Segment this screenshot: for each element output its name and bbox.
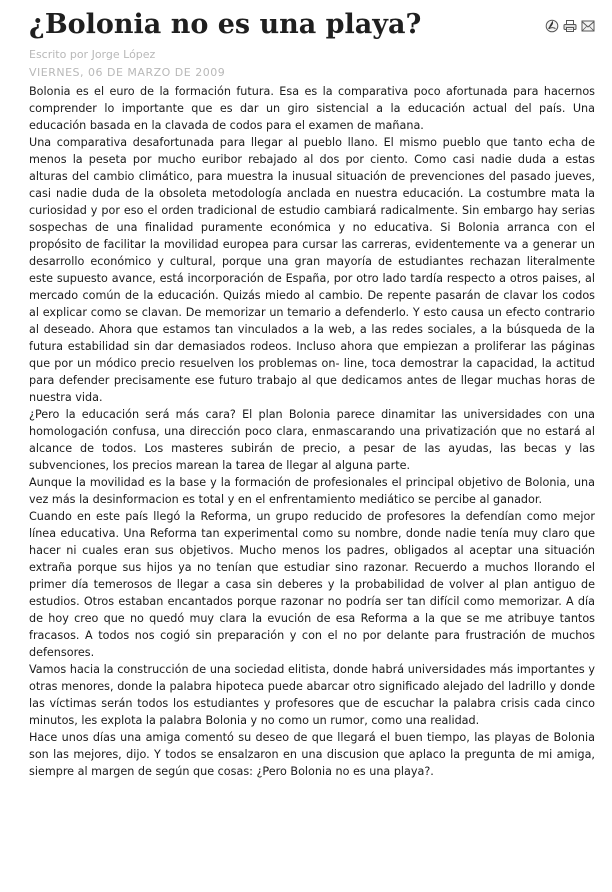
email-icon[interactable] xyxy=(581,18,595,32)
article-tools xyxy=(545,18,595,32)
article-paragraph: Cuando en este país llegó la Reforma, un grupo reducido de profesores la defendían como mejor línea educativa. Una Reforma tan experimental como su nombre, donde nadie tenía muy claro que hacer ni cuales eran sus objetivos. Mucho menos los padres, obligados al aceptar una situación extraña porque sus hijos ya no tenían que estudiar sino razonar. Recuerdo a muchos llorando el primer día temerosos de llegar a casa sin deberes y la probabilidad de volver al plan antiguo de estudios. Otros estaban encantados porque razonar no podría ser tan difícil como memorizar. A día de hoy creo que no quedó muy clara la evución de esa Reforma a la que se me atribuye tantos fracasos. A todos nos cogió sin preparación y con el no por delante para frustración de muchos defensores. xyxy=(29,510,595,659)
article-header xyxy=(29,6,595,46)
article-paragraph: Vamos hacia la construcción de una sociedad elitista, donde habrá universidades más importantes y otras menores, donde la palabra hipoteca puede abarcar otro significado alejado del ladrillo y donde las víctimas serán todos los estudiantes y profesores que de escuchar la palabra crisis cada cinco minutos, les explota la palabra Bolonia y no como un rumor, como una realidad. xyxy=(29,663,595,727)
article-paragraph: ¿Pero la educación será más cara? El plan Bolonia parece dinamitar las universidades con una homologación confusa, una dirección poco clara, enmascarando una privatización que no estará al alcance de todos. Los masteres subirán de precio, a pesar de las ayudas, las becas y las subvenciones, los precios marean la tarea de llegar al alguna parte. xyxy=(29,408,595,472)
print-icon[interactable] xyxy=(563,18,577,32)
article-title: ¿Bolonia no es una playa? xyxy=(29,9,422,40)
pdf-icon[interactable] xyxy=(545,18,559,32)
article-paragraph: Hace unos días una amiga comentó su deseo de que llegará el buen tiempo, las playas de Bolonia son las mejores, dijo. Y todos se ensalzaron en una discusion que aplaco la pregunta de mi amiga, siempre al margen de según que cosas: ¿Pero Bolonia no es una playa?. xyxy=(29,731,595,778)
article xyxy=(29,6,595,780)
article-paragraph: Bolonia es el euro de la formación futura. Esa es la comparativa poco afortunada para hacernos comprender lo importante que es dar un giro sistencial a la educación actual del país. Una educación basada en la clavada de codos para el examen de mañana. xyxy=(29,85,595,132)
article-body xyxy=(29,83,595,780)
article-date: VIERNES, 06 DE MARZO DE 2009 xyxy=(29,66,226,79)
article-paragraph: Una comparativa desafortunada para llegar al pueblo llano. El mismo pueblo que tanto echa de menos la peseta por mucho euribor rebajado al dos por ciento. Como casi nadie duda a estas alturas del cambio climático, para muestra la inusual situación de prevenciones del pasado jueves, casi nadie duda de la obsoleta metodología anclada en nuestra educación. La costumbre mata la curiosidad y por eso el orden tradicional de estudio cambiará radicalmente. Sin embargo hay serias sospechas de una finalidad puramente económica y no educativa. Si Bolonia arranca con el propósito de facilitar la movilidad europea para cursar las carreras, evidentemente va a generar un desarrollo económico y cultural, porque una gran mayoría de estudiantes rechazan literalmente este supuesto avance, está incorporación de España, por otro lado tardía respecto a otros paises, al mercado común de la educación. Quizás miedo al cambio. De repente pasarán de clavar los codos al explicar como se clavan. De memorizar un temario a defenderlo. Y esto causa un efecto contrario al deseado. Ahora que estamos tan vinculados a la web, a las redes sociales, a la búsqueda de la futura estabilidad sin dar demasiados rodeos. Incluso ahora que empiezan a proliferar las páginas que por un módico precio resuelven los problemas on- line, toca demostrar la capacidad, la actitud para defender precisamente ese futuro trabajo al que dedicamos antes de llegar muchas horas de nuestra vida. xyxy=(29,136,595,404)
article-paragraph: Aunque la movilidad es la base y la formación de profesionales el principal objetivo de Bolonia, una vez más la desinformacion es total y en el enfrentamiento mediático se percibe al ganador. xyxy=(29,476,595,506)
article-author: Escrito por Jorge López xyxy=(29,48,156,61)
